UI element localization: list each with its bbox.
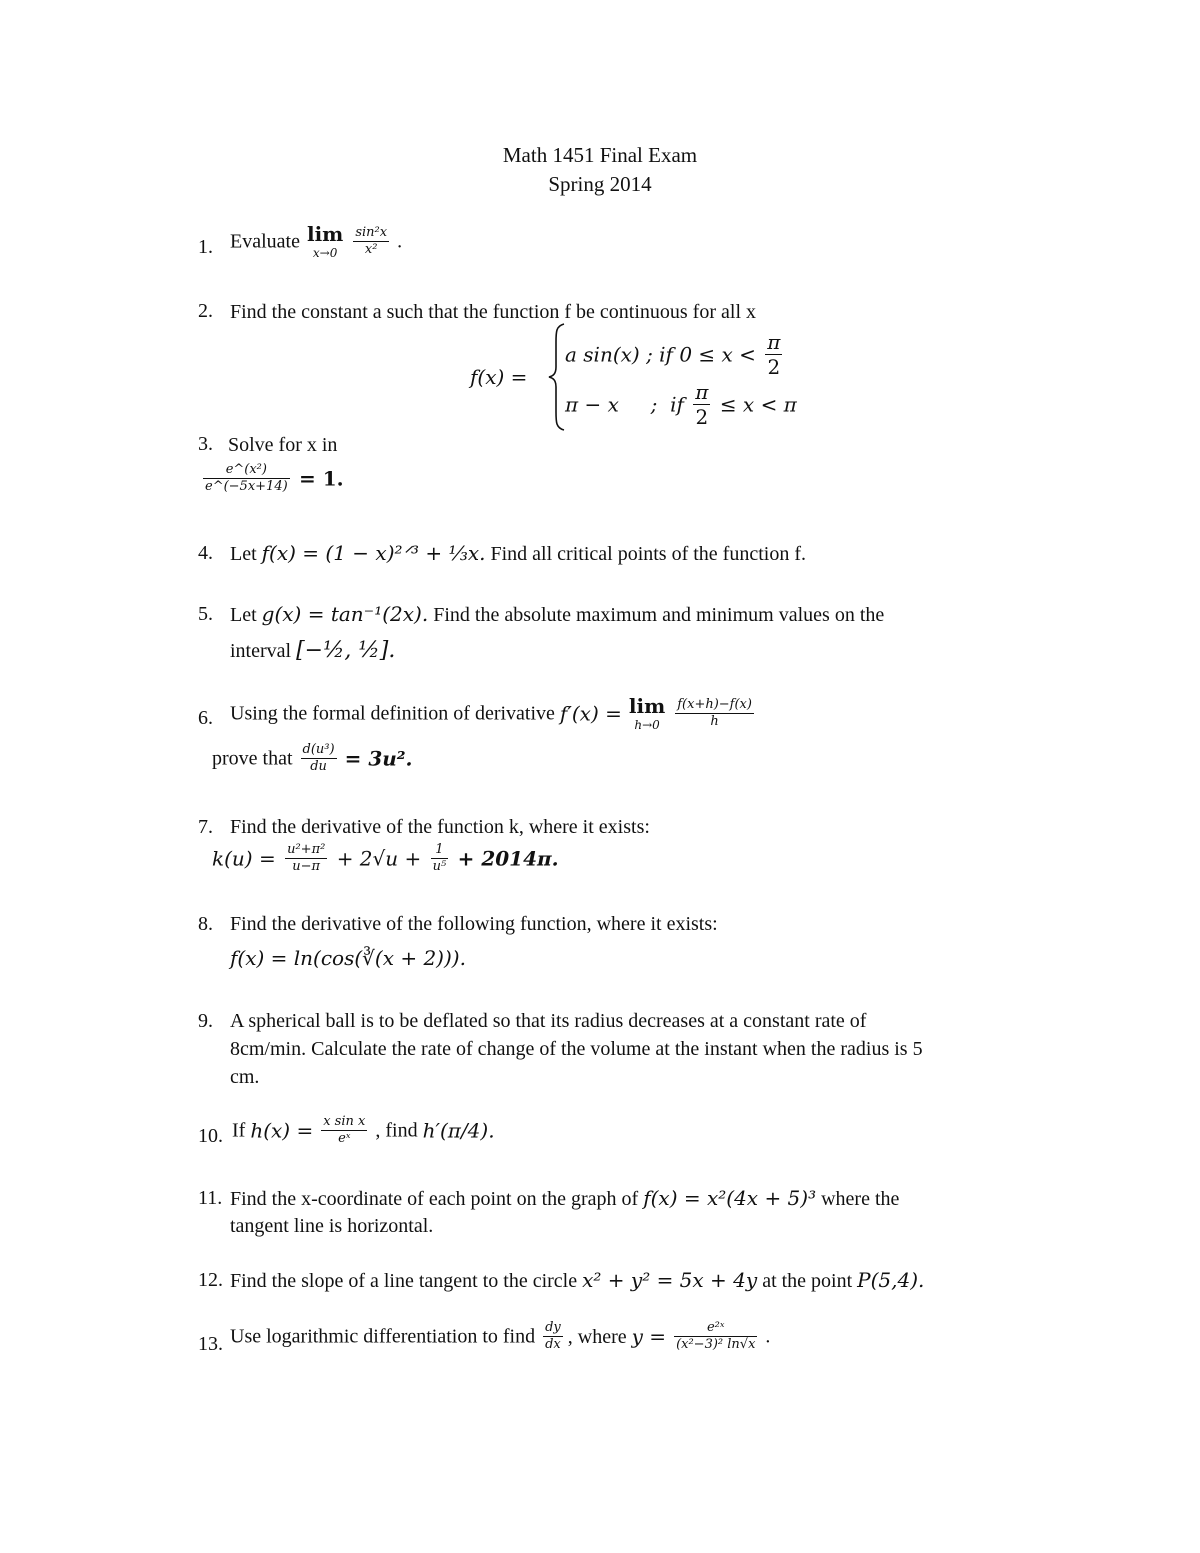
- problem-9-line-2: 8cm/min. Calculate the rate of change of the volume at the instant when the radius is 5: [230, 1038, 923, 1060]
- piecewise-case-1: a sin(x) ; if 0 ≤ x < $\frac{\pi}{2}$: [565, 330, 781, 379]
- limit-operator: lim h→0: [628, 694, 666, 732]
- problem-6-number: 6.: [198, 707, 213, 729]
- problem-2-text: Find the constant a such that the function f be continuous for all x: [230, 301, 756, 323]
- problem-7-equation: k(u) = $\frac{\text{u²+π²}}{u-\pi}$ + 2√u + $\frac{1}{\text{u⁵}}$ + 2014π.: [212, 842, 559, 874]
- problem-12-number: 12.: [198, 1269, 223, 1291]
- problem-3-equation: $\frac{\text{e\textasciicircum{}(x²)}}{e\^{}(-5x+14)}$ = 1.: [205, 462, 344, 494]
- problem-10: If h(x) = $\frac{\text{x sin x}}{\text{eˣ}}$ , find h′(π/4).: [232, 1114, 495, 1146]
- left-brace-icon: [548, 322, 566, 432]
- problem-10-number: 10.: [198, 1125, 223, 1147]
- piecewise-case-2: π − x ; if $\frac{\pi}{2}$ ≤ x < π: [565, 380, 797, 429]
- problem-9-line-1: A spherical ball is to be deflated so that its radius decreases at a constant rate of: [230, 1010, 867, 1032]
- problem-9-number: 9.: [198, 1010, 213, 1032]
- problem-8-number: 8.: [198, 913, 213, 935]
- problem-11-line-1: Find the x-coordinate of each point on the graph of f(x) = x²(4x + 5)³ where the: [230, 1186, 900, 1210]
- problem-8-text: Find the derivative of the following function, where it exists:: [230, 913, 718, 935]
- problem-5-line-2: interval [−½, ½].: [230, 638, 396, 663]
- problem-11-number: 11.: [198, 1187, 223, 1209]
- problem-2-number: 2.: [198, 300, 213, 322]
- problem-5-number: 5.: [198, 603, 213, 625]
- problem-4: Let f(x) = (1 − x)²ᐟ³ + ⅓x. Find all critical points of the function f.: [230, 541, 806, 565]
- problem-4-number: 4.: [198, 542, 213, 564]
- problem-9-line-3: cm.: [230, 1066, 260, 1088]
- piecewise-lhs: f(x) =: [470, 365, 528, 389]
- exam-title: Math 1451 Final Exam: [502, 143, 698, 167]
- problem-11-line-2: tangent line is horizontal.: [230, 1215, 434, 1237]
- problem-5-line-1: Let g(x) = tan⁻¹(2x). Find the absolute maximum and minimum values on the: [230, 602, 885, 626]
- problem-13-number: 13.: [198, 1333, 223, 1355]
- problem-12: Find the slope of a line tangent to the circle x² + y² = 5x + 4y at the point P(5,4).: [230, 1268, 925, 1292]
- problem-8-equation: f(x) = ln(cos(∛(x + 2))).: [230, 946, 466, 970]
- problem-1: Evaluate lim x→0 $\frac{\text{sin²x}}{\text{x²}}$ .: [230, 222, 403, 260]
- problem-6-line-1: Using the formal definition of derivative f′(x) = lim h→0 $\frac{f(x+h)-f(x)}{h}$: [230, 694, 752, 732]
- problem-1-number: 1.: [198, 236, 213, 258]
- problem-3-number: 3.: [198, 433, 213, 455]
- exam-term: Spring 2014: [548, 172, 652, 196]
- problem-7-number: 7.: [198, 816, 213, 838]
- problem-3-text: Solve for x in: [228, 434, 338, 456]
- problem-7-text: Find the derivative of the function k, where it exists:: [230, 816, 650, 838]
- problem-6-line-2: prove that $\frac{\text{d(u³)}}{du}$ = 3u².: [212, 742, 413, 774]
- problem-1-text: Evaluate: [230, 230, 300, 253]
- problem-13: Use logarithmic differentiation to find $\frac{dy}{dx}$ , where y = $\frac{\text{e²ˣ}}{\text{(x²−3)² ln√x}}$ .: [230, 1320, 771, 1352]
- limit-operator: lim x→0: [306, 222, 344, 260]
- fraction: $\frac{\text{sin²x}}{\text{x²}}$: [355, 225, 388, 257]
